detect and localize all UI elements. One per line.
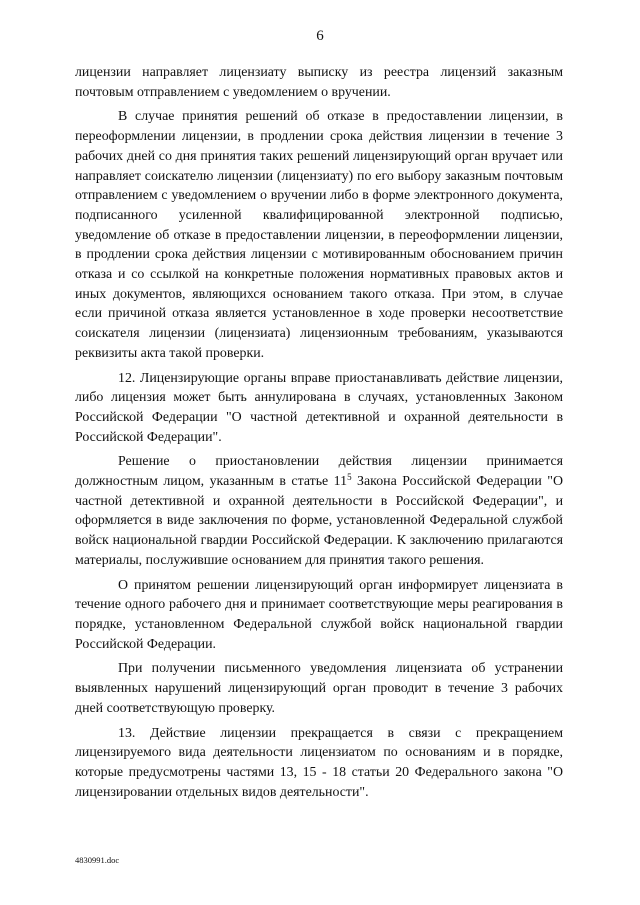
paragraph-2: В случае принятия решений об отказе в предоставлении лицензии, в переоформлении лицензии, в продлении срока действия лицензии в течение 3 рабочих дней со дня принятия таких решений лицензирующий орган вручает или направляет соискателю лицензии (лицензиату) по его выбору заказным почтовым отправлением с уведомлением о вручении либо в форме электронного документа, подписанного усиленной квалифицированной электронной подписью, уведомление об отказе в предоставлении лицензии, в переоформлении лицензии, в продлении срока действия лицензии с мотивированным обоснованием причин отказа и со ссылкой на конкретные положения нормативных правовых актов и иных документов, являющихся основанием такого отказа. При этом, в случае если причиной отказа является установленное в ходе проверки несоответствие соискателя лицензии (лицензиата) лицензионным требованиям, указываются реквизиты акта такой проверки. xyxy=(75,109,563,361)
paragraph-6: При получении письменного уведомления лицензиата об устранении выявленных нарушений лицензирующий орган проводит в течение 3 рабочих дней соответствующую проверку. xyxy=(75,661,563,716)
paragraph-4-text-before: Решение о приостановлении действия лицензии принимается должностным лицом, указанным в статье 11 xyxy=(75,454,563,490)
footer-filename: 4830991.doc xyxy=(75,855,120,865)
paragraph-4-text-after: Закона Российской Федерации "О частной детективной и охранной деятельности в Российской Федерации", и оформляется в виде заключения по форме, установленной Федеральной службой войск национальной гвардии Российской Федерации. К заключению прилагаются материалы, послужившие основанием для принятия такого решения. xyxy=(75,474,563,568)
document-body xyxy=(75,63,563,807)
paragraph-3: 12. Лицензирующие органы вправе приостанавливать действие лицензии, либо лицензия может быть аннулирована в случаях, установленных Законом Российской Федерации "О частной детективной и охранной деятельности в Российской Федерации". xyxy=(75,370,563,445)
paragraph-5: О принятом решении лицензирующий орган информирует лицензиата в течение одного рабочего дня и принимает соответствующие меры реагирования в порядке, установленном Федеральной службой войск национальной гвардии Российской Федерации. xyxy=(75,577,563,652)
paragraph-4 xyxy=(75,452,563,570)
page-number: 6 xyxy=(316,28,324,44)
article-superscript: 5 xyxy=(347,472,352,483)
paragraph-7: 13. Действие лицензии прекращается в связи с прекращением лицензируемого вида деятельности лицензиатом по основаниям и в порядке, которые предусмотрены частями 13, 15 - 18 статьи 20 Федерального закона "О лицензировании отдельных видов деятельности". xyxy=(75,725,563,800)
paragraph-1: лицензии направляет лицензиату выписку из реестра лицензий заказным почтовым отправлением с уведомлением о вручении. xyxy=(75,65,563,100)
